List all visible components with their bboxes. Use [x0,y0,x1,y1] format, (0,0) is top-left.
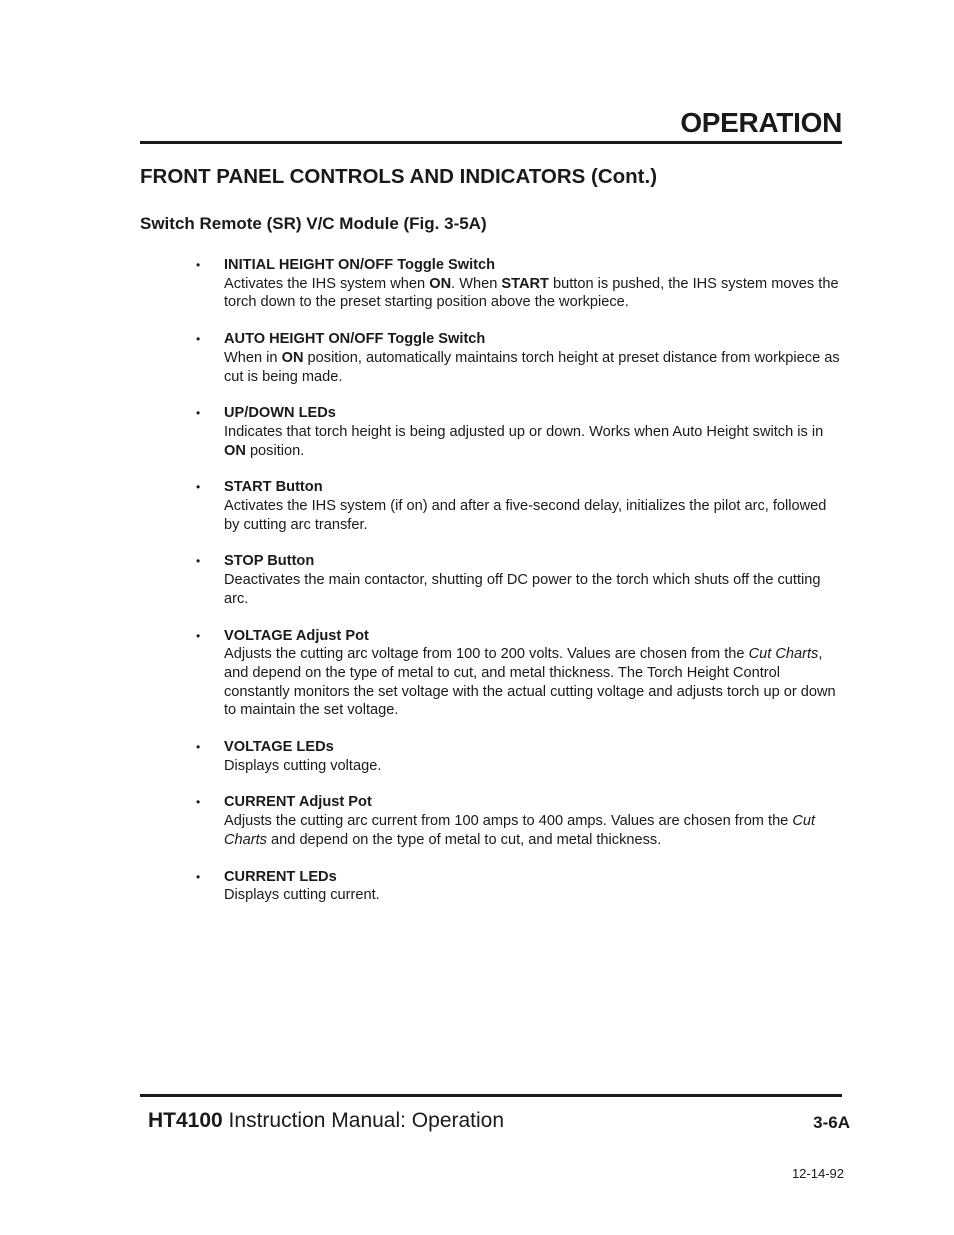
description-text: Indicates that torch height is being adjusted up or down. Works when Auto Height switch is in [224,423,824,440]
page-header-title: OPERATION [680,107,842,138]
description-text: When in [224,349,282,366]
item-description [224,812,842,849]
description-text: Displays cutting voltage. [224,757,382,774]
item-title: STOP Button [224,553,315,570]
description-text: Adjusts the cutting arc current from 100 amps to 400 amps. Values are chosen from the [224,813,793,830]
item-title: VOLTAGE Adjust Pot [224,627,369,644]
page-number: 3-6A [813,1113,850,1132]
emphasis-italic: Cut Charts [748,646,819,663]
bullet-marker: • [196,628,201,643]
bullet-marker: • [196,406,201,421]
description-text: and depend on the type of metal to cut, and metal thickness. [266,831,662,848]
description-text: Adjusts the cutting arc voltage from 100 to 200 volts. Values are chosen from the [224,646,749,663]
footer-manual-title [148,1109,504,1133]
list-item [196,868,842,905]
bullet-marker: • [196,740,201,755]
footer-title-text: Instruction Manual: Operation [222,1109,505,1132]
bullet-marker: • [196,480,201,495]
item-description [224,886,842,905]
footer-model: HT4100 [148,1109,223,1132]
emphasis-bold: ON [224,442,246,459]
description-text: Deactivates the main contactor, shutting off DC power to the torch which shuts off the cutting arc. [224,572,821,607]
list-item [196,738,842,775]
bullet-marker: • [196,554,201,569]
bullet-marker: • [196,795,201,810]
emphasis-bold: ON [429,275,452,292]
item-description [224,349,842,386]
item-title: START Button [224,479,323,496]
item-title: VOLTAGE LEDs [224,739,334,756]
description-text: . When [451,275,502,292]
subsection-title: Switch Remote (SR) V/C Module (Fig. 3-5A) [140,214,487,233]
emphasis-bold: START [501,275,549,292]
header-divider [140,141,842,144]
list-item [196,552,842,608]
item-description [224,645,842,720]
description-text: position, automatically maintains torch height at preset distance from workpiece as cut is being made. [224,349,840,385]
revision-date: 12-14-92 [791,1166,844,1181]
bullet-marker: • [196,332,201,347]
controls-list [196,256,842,923]
emphasis-italic: Cut Charts [224,813,816,848]
item-title: UP/DOWN LEDs [224,405,336,422]
bullet-marker: • [196,869,201,884]
list-item [196,478,842,534]
list-item [196,404,842,460]
list-item [196,256,842,312]
item-title: INITIAL HEIGHT ON/OFF Toggle Switch [224,257,496,273]
item-title: AUTO HEIGHT ON/OFF Toggle Switch [224,331,486,348]
item-description [224,423,842,460]
item-title: CURRENT LEDs [224,868,337,885]
item-description [224,571,842,608]
emphasis-bold: ON [281,349,304,366]
description-text: Displays cutting current. [224,887,380,904]
description-text: , and depend on the type of metal to cut, and metal thickness. The Torch Height Control constantly monitors the set voltage with the actual cutting voltage and adjusts torch up or down to maintain the set voltage. [224,646,836,719]
item-title: CURRENT Adjust Pot [224,794,372,811]
item-description [224,757,842,776]
footer-divider [140,1094,842,1097]
item-description [224,275,842,312]
bullet-marker: • [196,258,201,272]
item-description [224,497,842,534]
description-text: Activates the IHS system when [224,275,430,292]
description-text: button is pushed, the IHS system moves the torch down to the preset starting position above the workpiece. [224,275,839,311]
list-item [196,627,842,721]
list-item [196,330,842,386]
section-title: FRONT PANEL CONTROLS AND INDICATORS (Cont.) [140,165,658,188]
list-item [196,793,842,849]
description-text: Activates the IHS system (if on) and after a five-second delay, initializes the pilot arc, followed by cutting arc transfer. [224,498,827,533]
description-text: position. [245,442,305,459]
